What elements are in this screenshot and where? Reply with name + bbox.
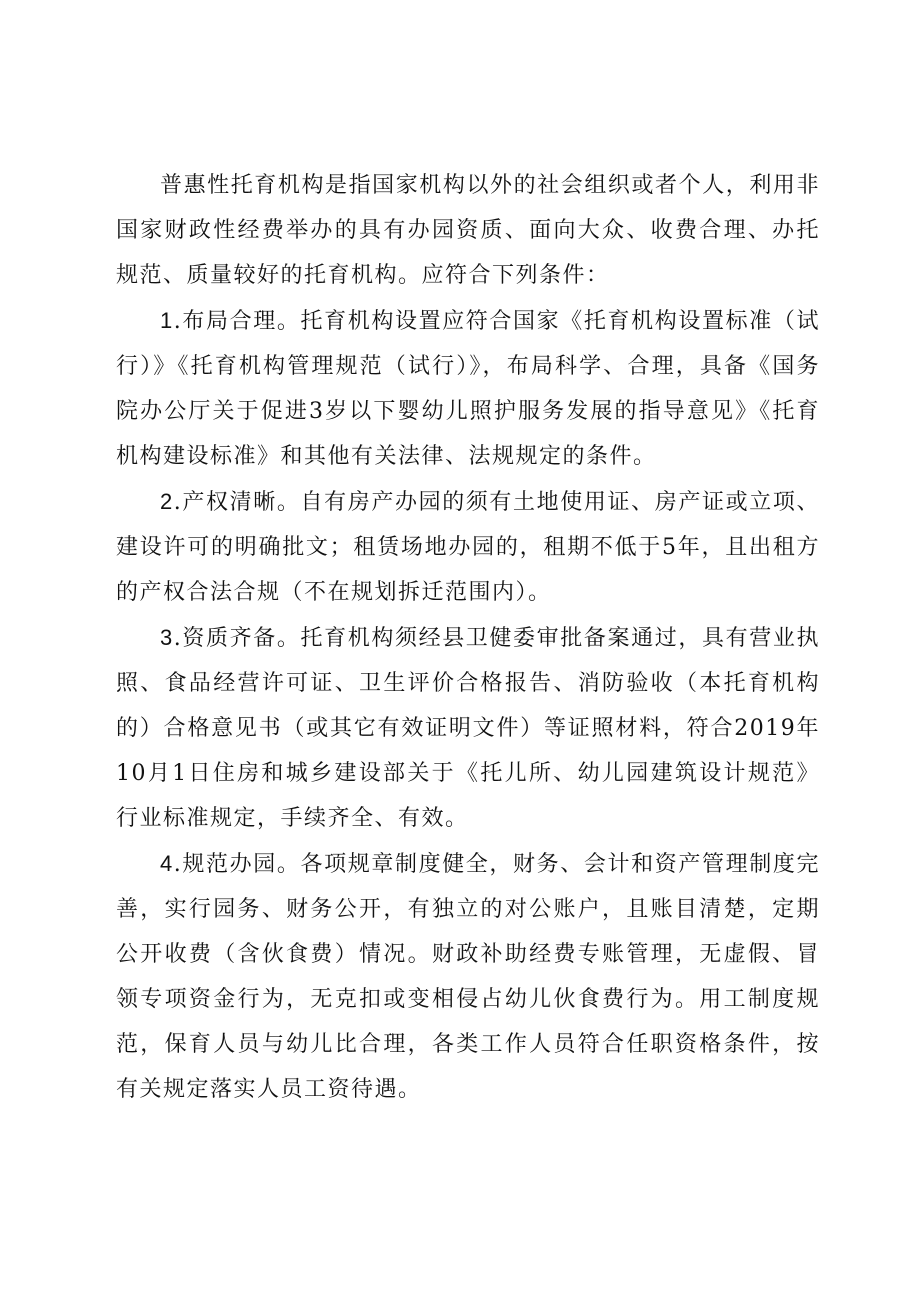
condition-item-2 — [116, 479, 820, 615]
intro-paragraph — [116, 163, 820, 298]
intro-paragraph-text: 普惠性托育机构是指国家机构以外的社会组织或者个人，利用非国家财政性经费举办的具有办园资质、面向大众、收费合理、办托规范、质量较好的托育机构。应符合下列条件： — [116, 173, 820, 288]
condition-number-3: 3 — [160, 625, 174, 650]
condition-text-2: .产权清晰。自有房产办园的须有土地使用证、房产证或立项、建设许可的明确批文；租赁场地办园的，租期不低于5年，且出租方的产权合法合规（不在规划拆迁范围内）。 — [116, 490, 820, 605]
condition-number-1: 1 — [160, 308, 174, 333]
condition-text-1: .布局合理。托育机构设置应符合国家《托育机构设置标准（试行）》《托育机构管理规范（试行）》，布局科学、合理，具备《国务院办公厅关于促进3岁以下婴幼儿照护服务发展的指导意见》《托育机构建设标准》和其他有关法律、法规规定的条件。 — [116, 309, 820, 469]
document-body — [116, 163, 820, 1112]
condition-text-3: .资质齐备。托育机构须经县卫健委审批备案通过，具有营业执照、食品经营许可证、卫生评价合格报告、消防验收（本托育机构的）合格意见书（或其它有效证明文件）等证照材料，符合2019年10月1日住房和城乡建设部关于《托儿所、幼儿园建筑设计规范》行业标准规定，手续齐全、有效。 — [116, 626, 820, 831]
condition-item-1 — [116, 298, 820, 479]
condition-item-3 — [116, 615, 820, 841]
condition-text-4: .规范办园。各项规章制度健全，财务、会计和资产管理制度完善，实行园务、财务公开，有独立的对公账户，且账目清楚，定期公开收费（含伙食费）情况。财政补助经费专账管理，无虚假、冒领专项资金行为，无克扣或变相侵占幼儿伙食费行为。用工制度规范，保育人员与幼儿比合理，各类工作人员符合任职资格条件，按有关规定落实人员工资待遇。 — [116, 852, 820, 1102]
condition-number-2: 2 — [160, 489, 174, 514]
condition-number-4: 4 — [160, 851, 174, 876]
condition-item-4 — [116, 841, 820, 1112]
